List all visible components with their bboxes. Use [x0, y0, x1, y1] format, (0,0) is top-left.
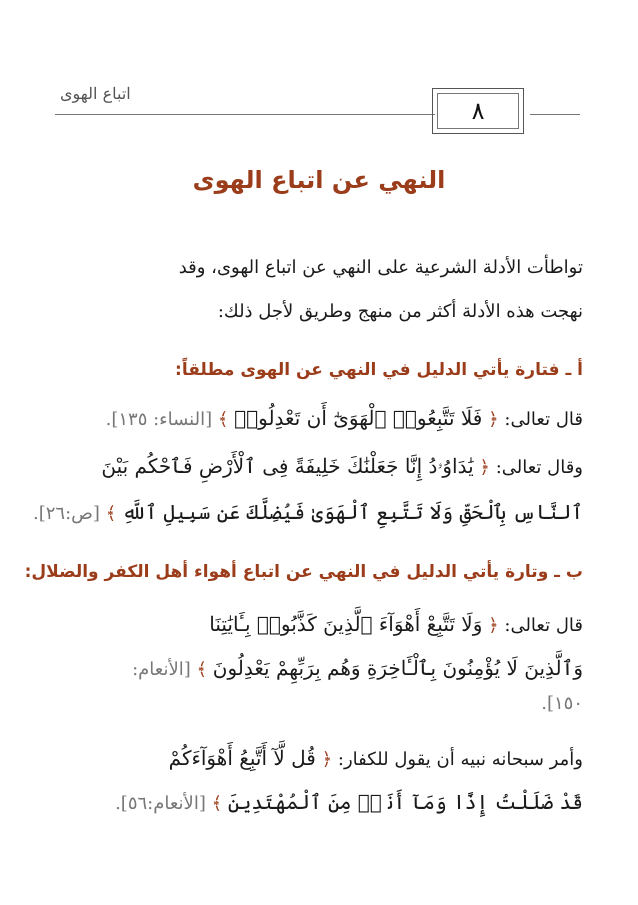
verse-open-bracket: ﴿: [321, 749, 333, 770]
verse-close-bracket: ﴾: [217, 409, 229, 430]
section-b-heading: ب ـ وتارة يأتي الدليل في النهي عن اتباع أهواء أهل الكفر والضلال:: [24, 562, 583, 582]
verse-b2-line1: [43, 738, 583, 780]
verse-open-bracket: ﴿: [479, 457, 490, 478]
verse-text: قُل لَّآ أَتَّبِعُ أَهْوَآءَكُمْ: [168, 746, 316, 770]
verse-open-bracket: ﴿: [488, 615, 499, 636]
verse-reference: [ص:٢٦].: [33, 503, 100, 524]
section-a-heading: أ ـ فتارة يأتي الدليل في النهي عن الهوى مطلقاً:: [175, 360, 583, 380]
running-title: اتباع الهوى: [60, 84, 131, 103]
verse-close-bracket: ﴾: [211, 793, 223, 814]
verse-b1-line1: [43, 604, 583, 646]
intro-line-2: نهجت هذه الأدلة أكثر من منهج وطريق لأجل ذلك:: [217, 301, 583, 322]
verse-open-bracket: ﴿: [488, 409, 499, 430]
verse-intro: قال تعالى:: [504, 615, 583, 636]
verse-reference: [النساء: ١٣٥].: [105, 409, 213, 430]
verse-close-bracket: ﴾: [105, 503, 117, 524]
verse-reference: [الأنعام:: [132, 659, 191, 680]
verse-text: يَٰدَاوُۥدُ إِنَّا جَعَلْنَٰكَ خَلِيفَةً فِى ٱلْأَرْضِ فَٱحْكُم بَيْنَ: [101, 454, 474, 478]
verse-text: ٱلنَّاسِ بِٱلْحَقِّ وَلَا تَتَّبِعِ ٱلْهَوَىٰ فَيُضِلَّكَ عَن سَبِيلِ ٱللَّهِ: [121, 500, 583, 524]
verse-close-bracket: ﴾: [196, 659, 208, 680]
verse-intro: وقال تعالى:: [495, 457, 583, 478]
verse-intro: وأمر سبحانه نبيه أن يقول للكفار:: [337, 749, 583, 770]
header-rule-left: [55, 114, 435, 115]
header-rule-right: [530, 114, 580, 115]
verse-intro: قال تعالى:: [504, 409, 583, 430]
verse-a2-line2: [33, 492, 583, 534]
verse-a1: [43, 398, 583, 440]
verse-text: وَلَا تَتَّبِعْ أَهْوَآءَ ٱلَّذِينَ كَذَّبُوا۟ بِـَٔايَٰتِنَا: [209, 612, 483, 636]
verse-reference-cont: ١٥٠].: [541, 693, 583, 714]
verse-b2-line2: [43, 782, 583, 824]
page-number-box: [432, 88, 524, 134]
intro-line-1: تواطأت الأدلة الشرعية على النهي عن اتباع الهوى، وقد: [178, 257, 583, 278]
chapter-title: النهي عن اتباع الهوى: [192, 166, 446, 194]
verse-b1-line3: [43, 684, 583, 724]
verse-text: قَدْ ضَلَلْتُ إِذًا وَمَآ أَنَا۠ مِنَ ٱلْمُهْتَدِينَ: [227, 790, 583, 814]
verse-text: وَٱلَّذِينَ لَا يُؤْمِنُونَ بِٱلْـَٔاخِرَةِ وَهُم بِرَبِّهِمْ يَعْدِلُونَ: [212, 656, 583, 680]
verse-text: فَلَا تَتَّبِعُوا۟ ٱلْهَوَىٰٓ أَن تَعْدِلُوا۟: [234, 406, 483, 430]
page-number: ٨: [437, 93, 519, 129]
verse-a2-line1: [43, 446, 583, 488]
verse-reference: [الأنعام:٥٦].: [115, 793, 206, 814]
